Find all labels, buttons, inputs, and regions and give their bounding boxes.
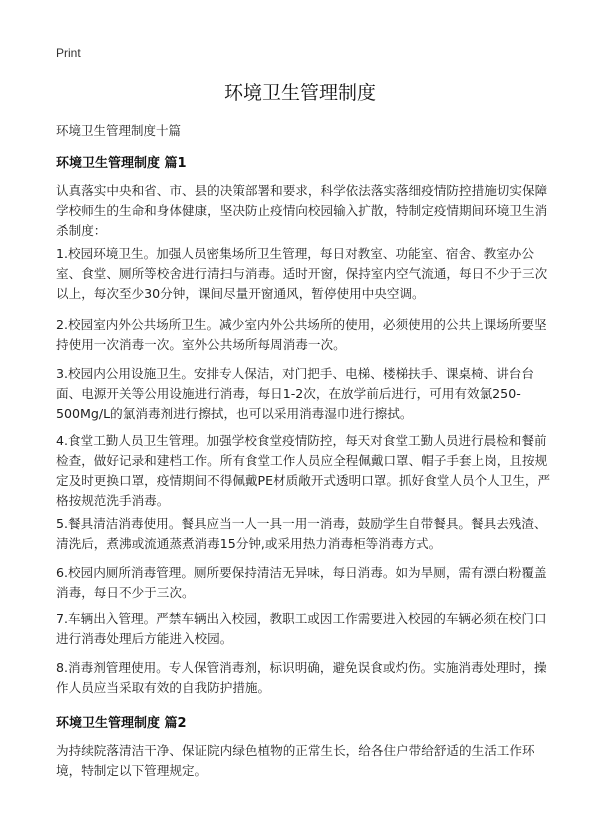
section-1-item-4-paragraph: 4.食堂工勤人员卫生管理。加强学校食堂疫情防控，每天对食堂工勤人员进行晨检和餐前检查，做好记录和建档工作。所有食堂工作人员应全程佩戴口罩、帽子手套上岗，且按规定及时更换口罩，疫情期间不得佩戴PE材质敞开式透明口罩。抓好食堂人员个人卫生，严格按规范洗手消毒。 (56, 433, 551, 508)
section-1-item-3-paragraph: 3.校园内公用设施卫生。安排专人保洁，对门把手、电梯、楼梯扶手、课桌椅、讲台台面、电源开关等公用设施进行消毒，每日1-2次，在放学前后进行，可用有效氯250-500Mg/L的氯消毒剂进行擦拭，也可以采用消毒湿巾进行擦拭。 (56, 366, 534, 421)
section-1-item-8-paragraph: 8.消毒剂管理使用。专人保管消毒剂，标识明确，避免误食或灼伤。实施消毒处理时，操作人员应当采取有效的自我防护措施。 (56, 660, 547, 695)
section-heading-1: 环境卫生管理制度 篇1 (56, 156, 187, 171)
section-heading-2: 环境卫生管理制度 篇2 (56, 716, 187, 731)
section-1-intro-paragraph: 认真落实中央和省、市、县的决策部署和要求，科学依法落实落细疫情防控措施切实保障学校师生的生命和身体健康，坚决防止疫情向校园输入扩散，特制定疫情期间环境卫生消杀制度： (56, 183, 548, 238)
section-1-item-5-paragraph: 5.餐具清洁消毒使用。餐具应当一人一具一用一消毒，鼓励学生自带餐具。餐具去残渣、清洗后，煮沸或流通蒸煮消毒15分钟,或采用热力消毒柜等消毒方式。 (56, 516, 547, 551)
document-subtitle: 环境卫生管理制度十篇 (56, 123, 182, 138)
page-title: 环境卫生管理制度 (223, 82, 376, 104)
section-2-intro-paragraph: 为持续院落清洁干净、保证院内绿色植物的正常生长，给各住户带给舒适的生活工作环境，特制定以下管理规定。 (56, 743, 535, 778)
section-1-item-2-paragraph: 2.校园室内外公共场所卫生。减少室内外公共场所的使用，必须使用的公共上课场所要坚持使用一次消毒一次。室外公共场所每周消毒一次。 (56, 317, 547, 352)
section-1-item-7-paragraph: 7.车辆出入管理。严禁车辆出入校园，教职工或因工作需要进入校园的车辆必须在校门口进行消毒处理后方能进入校园。 (56, 611, 547, 646)
print-label[interactable]: Print (56, 46, 81, 60)
section-1-item-6-paragraph: 6.校园内厕所消毒管理。厕所要保持清洁无异味，每日消毒。如为旱厕，需有漂白粉覆盖消毒，每日不少于三次。 (56, 565, 547, 600)
section-1-item-1-paragraph: 1.校园环境卫生。加强人员密集场所卫生管理，每日对教室、功能室、宿舍、教室办公室、食堂、厕所等校舍进行清扫与消毒。适时开窗，保持室内空气流通，每日不少于三次以上，每次至少30分钟，课间尽量开窗通风，暂停使用中央空调。 (56, 246, 548, 301)
